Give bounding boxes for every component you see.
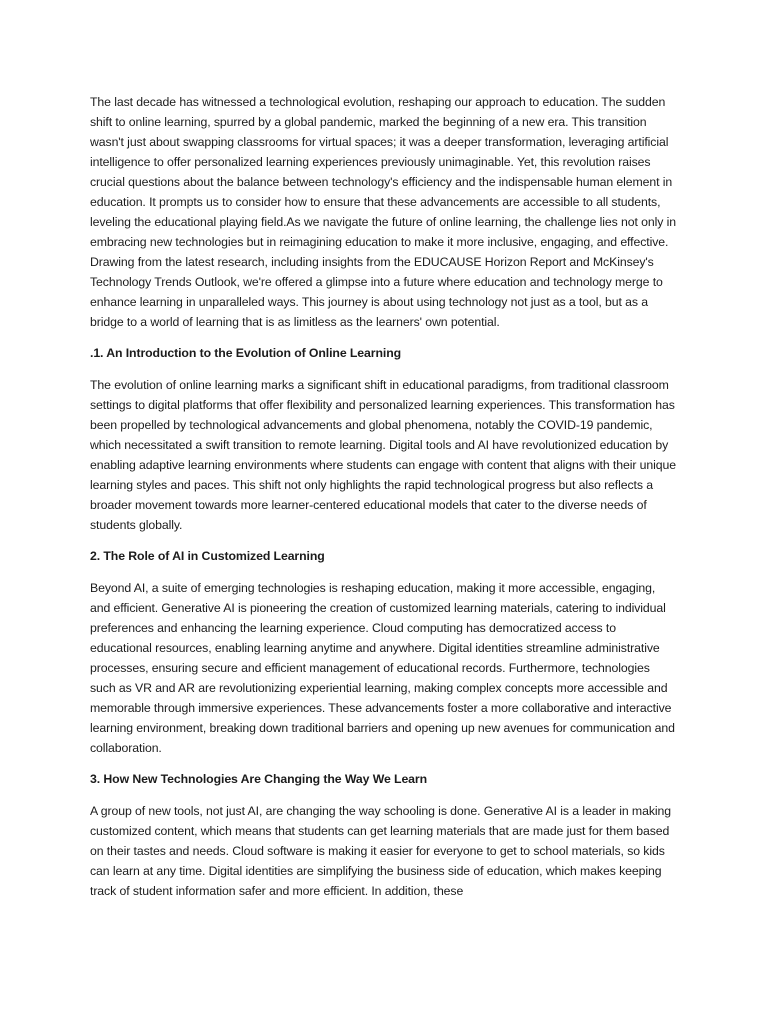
intro-paragraph: The last decade has witnessed a technological evolution, reshaping our approach to education. The sudden shift to online learning, spurred by a global pandemic, marked the beginning of a new era. This transition wasn't just about swapping classrooms for virtual spaces; it was a deeper transformation, leveraging artificial intelligence to offer personalized learning experiences previously unimaginable. Yet, this revolution raises crucial questions about the balance between technology's efficiency and the indispensable human element in education. It prompts us to consider how to ensure that these advancements are accessible to all students, leveling the educational playing field.As we navigate the future of online learning, the challenge lies not only in embracing new technologies but in reimagining education to make it more inclusive, engaging, and effective. Drawing from the latest research, including insights from the EDUCAUSE Horizon Report and McKinsey's Technology Trends Outlook, we're offered a glimpse into a future where education and technology merge to enhance learning in unparalleled ways. This journey is about using technology not just as a tool, but as a bridge to a world of learning that is as limitless as the learners' own potential. (90, 95, 676, 329)
section-1-paragraph: The evolution of online learning marks a significant shift in educational paradigms, from traditional classroom settings to digital platforms that offer flexibility and personalized learning experiences. This transformation has been propelled by technological advancements and global phenomena, notably the COVID-19 pandemic, which necessitated a swift transition to remote learning. Digital tools and AI have revolutionized education by enabling adaptive learning environments where students can engage with content that aligns with their unique learning styles and paces. This shift not only highlights the rapid technological progress but also reflects a broader movement towards more learner-centered educational models that cater to the diverse needs of students globally. (90, 378, 676, 532)
section-1-heading: .1. An Introduction to the Evolution of Online Learning (90, 346, 402, 360)
section-3-heading: 3. How New Technologies Are Changing the Way We Learn (90, 772, 428, 786)
section-3-paragraph: A group of new tools, not just AI, are changing the way schooling is done. Generative AI is a leader in making customized content, which means that students can get learning materials that are made just for them based on their tastes and needs. Cloud software is making it easier for everyone to get to school materials, so kids can learn at any time. Digital identities are simplifying the business side of education, which makes keeping track of student information safer and more efficient. In addition, these (90, 804, 671, 898)
section-2-heading: 2. The Role of AI in Customized Learning (90, 549, 325, 563)
section-2-paragraph: Beyond AI, a suite of emerging technologies is reshaping education, making it more accessible, engaging, and efficient. Generative AI is pioneering the creation of customized learning materials, catering to individual preferences and enhancing the learning experience. Cloud computing has democratized access to educational resources, enabling learning anytime and anywhere. Digital identities streamline administrative processes, ensuring secure and efficient management of educational records. Furthermore, technologies such as VR and AR are revolutionizing experiential learning, making complex concepts more accessible and memorable through immersive experiences. These advancements foster a more collaborative and interactive learning environment, breaking down traditional barriers and opening up new avenues for communication and collaboration. (90, 581, 675, 755)
document-page (90, 92, 678, 912)
